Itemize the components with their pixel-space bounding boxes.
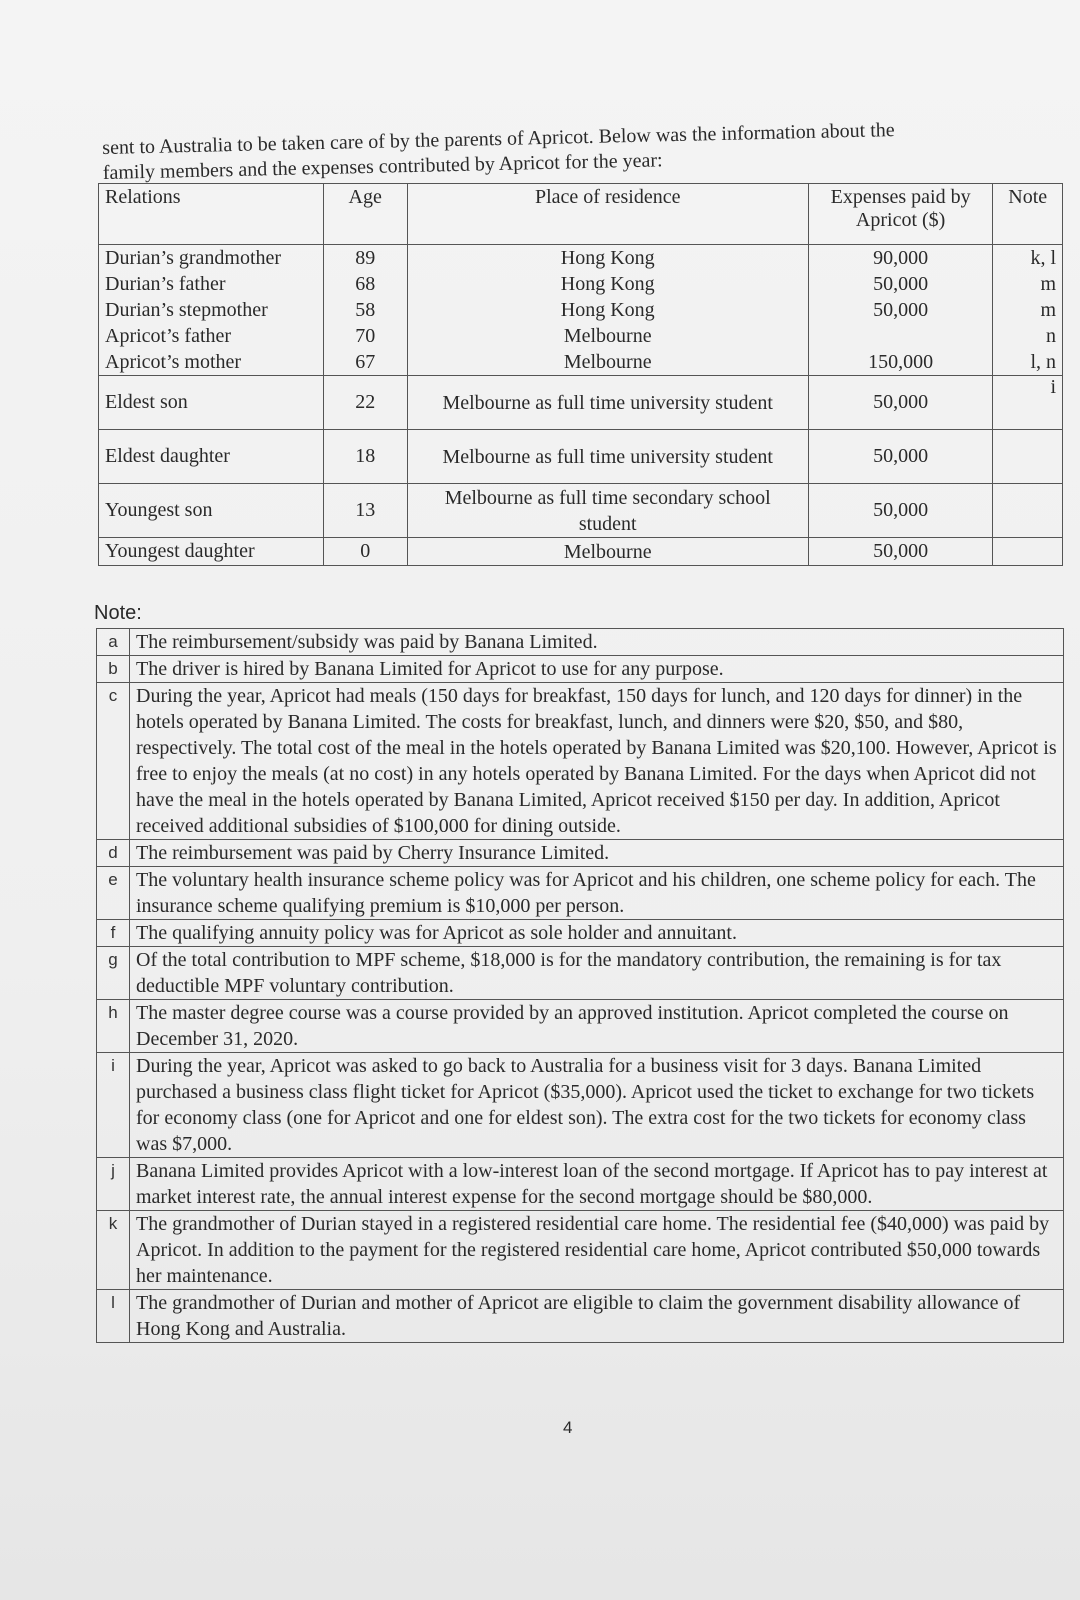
cell-age: 58	[323, 297, 407, 323]
cell-age: 67	[323, 349, 407, 376]
note-key: e	[97, 867, 130, 920]
cell-relation: Apricot’s father	[99, 323, 324, 349]
cell-note	[993, 484, 1063, 538]
cell-place: Melbourne as full time university student	[407, 430, 808, 484]
cell-expense: 50,000	[808, 538, 993, 566]
cell-note: i	[993, 376, 1063, 430]
note-row	[97, 656, 1064, 683]
note-text: Banana Limited provides Apricot with a low-interest loan of the second mortgage. If Apricot has to pay interest at market interest rate, the annual interest expense for the second mortgage should be $80,000.	[130, 1158, 1064, 1211]
page-number: 4	[563, 1418, 573, 1437]
cell-expense: 50,000	[808, 297, 993, 323]
note-row	[97, 867, 1064, 920]
note-row	[97, 920, 1064, 947]
note-row	[97, 947, 1064, 1000]
cell-age: 22	[323, 376, 407, 430]
note-row	[97, 683, 1064, 840]
cell-place: Melbourne	[407, 538, 808, 566]
cell-note: n	[993, 323, 1063, 349]
note-key: i	[97, 1053, 130, 1158]
cell-place: Melbourne	[407, 349, 808, 376]
intro-paragraph	[102, 114, 1063, 186]
cell-age: 89	[323, 245, 407, 272]
note-key: h	[97, 1000, 130, 1053]
cell-place: Hong Kong	[407, 271, 808, 297]
note-text: The voluntary health insurance scheme policy was for Apricot and his children, one scheme policy for each. The insurance scheme qualifying premium is $10,000 per person.	[130, 867, 1064, 920]
note-key: b	[97, 656, 130, 683]
cell-expense: 50,000	[808, 376, 993, 430]
cell-expense: 50,000	[808, 271, 993, 297]
table-row	[99, 484, 1063, 538]
cell-relation: Durian’s grandmother	[99, 245, 324, 272]
note-key: k	[97, 1211, 130, 1290]
notes-table	[96, 628, 1064, 1343]
table-row	[99, 323, 1063, 349]
note-text: The reimbursement/subsidy was paid by Banana Limited.	[130, 629, 1064, 656]
table-row	[99, 271, 1063, 297]
note-text: The reimbursement was paid by Cherry Insurance Limited.	[130, 840, 1064, 867]
cell-place: Melbourne as full time secondary school student	[407, 484, 808, 538]
header-note: Note	[993, 184, 1063, 245]
note-key: l	[97, 1290, 130, 1343]
table-row	[99, 297, 1063, 323]
table-row	[99, 349, 1063, 376]
cell-relation: Youngest son	[99, 484, 324, 538]
note-row	[97, 1053, 1064, 1158]
cell-relation: Youngest daughter	[99, 538, 324, 566]
table-row	[99, 430, 1063, 484]
table-row	[99, 376, 1063, 430]
cell-place: Melbourne as full time university student	[407, 376, 808, 430]
note-text: During the year, Apricot was asked to go back to Australia for a business visit for 3 days. Banana Limited purchased a business class flight ticket for Apricot ($35,000). Apricot used the ticket to exchange for two tickets for economy class (one for Apricot and one for eldest son). The extra cost for the two tickets for economy class was $7,000.	[130, 1053, 1064, 1158]
cell-age: 68	[323, 271, 407, 297]
note-key: c	[97, 683, 130, 840]
intro-line-2: family members and the expenses contributed by Apricot for the year:	[102, 149, 663, 184]
cell-note: k, l	[993, 245, 1063, 272]
cell-relation: Durian’s father	[99, 271, 324, 297]
header-expenses: Expenses paid by Apricot ($)	[808, 184, 993, 245]
notes-heading: Note:	[94, 602, 142, 624]
note-row	[97, 1000, 1064, 1053]
cell-expense: 50,000	[808, 430, 993, 484]
note-row	[97, 840, 1064, 867]
note-key: j	[97, 1158, 130, 1211]
note-row	[97, 629, 1064, 656]
note-key: a	[97, 629, 130, 656]
note-text: During the year, Apricot had meals (150 days for breakfast, 150 days for lunch, and 120 days for dinner) in the hotels operated by Banana Limited. The costs for breakfast, lunch, and dinners were $20, $50, and $80, respectively. The total cost of the meal in the hotels operated by Banana Limited was $20,100. However, Apricot is free to enjoy the meals (at no cost) in any hotels operated by Banana Limited. For the days when Apricot did not have the meal in the hotels operated by Banana Limited, Apricot received $150 per day. In addition, Apricot received additional subsidies of $100,000 for dining outside.	[130, 683, 1064, 840]
cell-expense: 50,000	[808, 484, 993, 538]
cell-place: Hong Kong	[407, 297, 808, 323]
note-key: d	[97, 840, 130, 867]
cell-note: m	[993, 297, 1063, 323]
note-text: The qualifying annuity policy was for Apricot as sole holder and annuitant.	[130, 920, 1064, 947]
intro-line-1: sent to Australia to be taken care of by the parents of Apricot. Below was the information about the	[102, 119, 895, 159]
cell-relation: Durian’s stepmother	[99, 297, 324, 323]
cell-expense: 150,000	[808, 349, 993, 376]
cell-note	[993, 538, 1063, 566]
family-expenses-table	[98, 183, 1063, 566]
note-key: f	[97, 920, 130, 947]
header-relations: Relations	[99, 184, 324, 245]
cell-age: 70	[323, 323, 407, 349]
note-text: Of the total contribution to MPF scheme, $18,000 is for the mandatory contribution, the remaining is for tax deductible MPF voluntary contribution.	[130, 947, 1064, 1000]
note-text: The grandmother of Durian and mother of Apricot are eligible to claim the government disability allowance of Hong Kong and Australia.	[130, 1290, 1064, 1343]
table-header-row	[99, 184, 1063, 245]
header-age: Age	[323, 184, 407, 245]
note-row	[97, 1211, 1064, 1290]
cell-note	[993, 430, 1063, 484]
note-text: The driver is hired by Banana Limited for Apricot to use for any purpose.	[130, 656, 1064, 683]
cell-relation: Apricot’s mother	[99, 349, 324, 376]
cell-note: m	[993, 271, 1063, 297]
cell-age: 0	[323, 538, 407, 566]
note-row	[97, 1158, 1064, 1211]
cell-relation: Eldest daughter	[99, 430, 324, 484]
cell-note: l, n	[993, 349, 1063, 376]
cell-age: 18	[323, 430, 407, 484]
cell-relation: Eldest son	[99, 376, 324, 430]
cell-place: Melbourne	[407, 323, 808, 349]
cell-place: Hong Kong	[407, 245, 808, 272]
cell-age: 13	[323, 484, 407, 538]
note-row	[97, 1290, 1064, 1343]
table-row	[99, 245, 1063, 272]
note-text: The master degree course was a course provided by an approved institution. Apricot completed the course on December 31, 2020.	[130, 1000, 1064, 1053]
note-text: The grandmother of Durian stayed in a registered residential care home. The residential fee ($40,000) was paid by Apricot. In addition to the payment for the registered residential care home, Apricot contributed $50,000 towards her maintenance.	[130, 1211, 1064, 1290]
note-key: g	[97, 947, 130, 1000]
header-place: Place of residence	[407, 184, 808, 245]
table-row	[99, 538, 1063, 566]
cell-expense	[808, 323, 993, 349]
cell-expense: 90,000	[808, 245, 993, 272]
